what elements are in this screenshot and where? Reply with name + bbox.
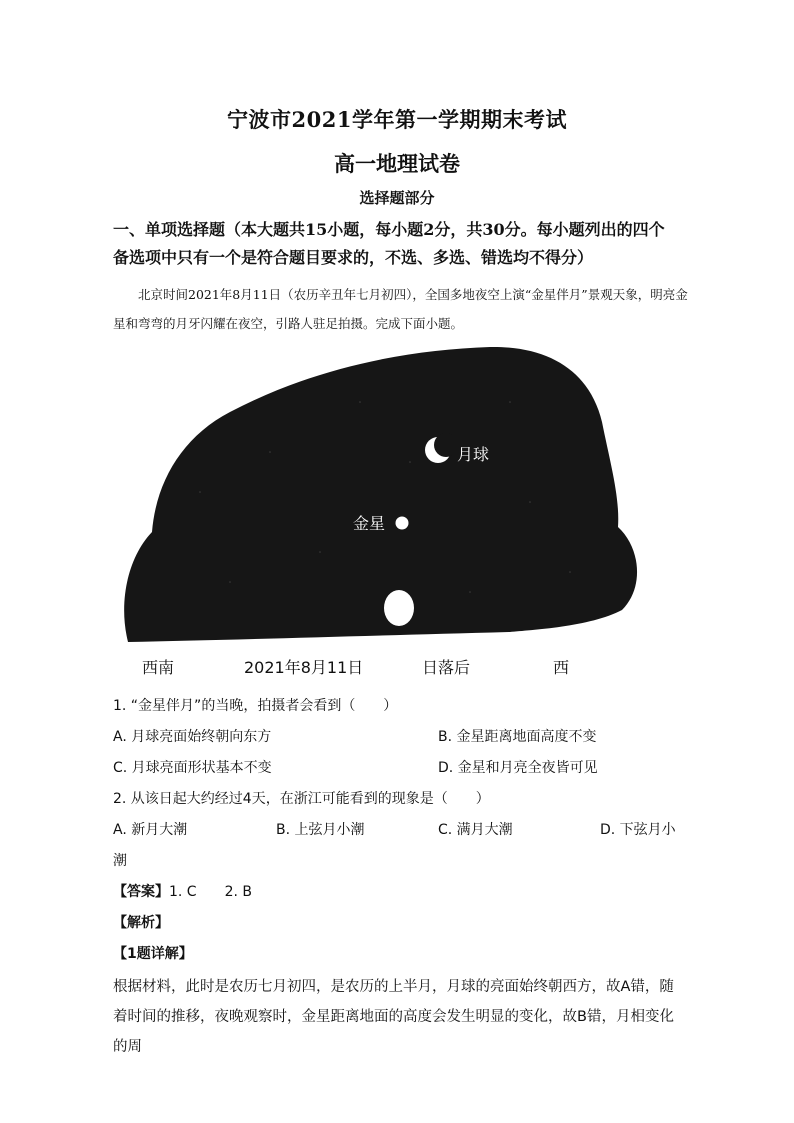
venus-dot-icon [396, 517, 409, 530]
question-2-option-d-wrap: 潮 [113, 853, 127, 869]
caption-direction-left: 西南 [142, 658, 175, 677]
question-1-stem: 1. “金星伴月”的当晚，拍摄者会看到（ ） [113, 698, 398, 714]
venus-moon-figure [110, 342, 640, 687]
light-glare [384, 590, 414, 626]
answer-line [113, 882, 252, 902]
question-2-option-b: B. 上弦月小潮 [276, 822, 365, 838]
question-1-option-d: D. 金星和月亮全夜皆可见 [438, 760, 598, 776]
answer-2: 2. B [224, 884, 253, 900]
answer-1: 1. C [169, 884, 197, 900]
exam-subtitle: 高一地理试卷 [334, 151, 460, 176]
venus-label: 金星 [353, 514, 386, 533]
question-2-option-d: D. 下弦月小 [600, 822, 676, 838]
night-sky-silhouette [124, 347, 637, 642]
caption-time: 日落后 [422, 658, 471, 677]
question-1-option-a: A. 月球亮面始终朝向东方 [113, 729, 272, 745]
intro-paragraph: 北京时间2021年8月11日（农历辛丑年七月初四），全国多地夜空上演“金星伴月”景观天象，明亮金星和弯弯的月牙闪耀在夜空，引路人驻足拍摄。完成下面小题。 [113, 287, 688, 331]
answer-tag: 【答案】 [113, 884, 169, 900]
caption-date: 2021年8月11日 [244, 658, 364, 677]
caption-direction-right: 西 [553, 658, 570, 677]
question-1-option-b: B. 金星距离地面高度不变 [438, 729, 597, 745]
analysis-tag: 【解析】 [113, 915, 169, 931]
question-2-option-c: C. 满月大潮 [438, 822, 513, 838]
analysis-detail-tag: 【1题详解】 [113, 946, 193, 962]
question-2-option-a: A. 新月大潮 [113, 822, 188, 838]
section-heading-line2: 备选项中只有一个是符合题目要求的，不选、多选、错选均不得分） [113, 248, 594, 267]
question-1-option-c: C. 月球亮面形状基本不变 [113, 760, 272, 776]
question-2-stem: 2. 从该日起大约经过4天，在浙江可能看到的现象是（ ） [113, 791, 490, 807]
moon-label: 月球 [457, 445, 490, 464]
section-heading [113, 216, 693, 272]
analysis-text: 根据材料，此时是农历七月初四，是农历的上半月，月球的亮面始终朝西方，故A错，随着时间的推移，夜晚观察时，金星距离地面的高度会发生明显的变化，故B错，月相变化的周 [113, 979, 674, 1055]
section-heading-line1: 一、单项选择题（本大题共15小题，每小题2分，共30分。每小题列出的四个 [113, 220, 665, 239]
exam-title: 宁波市2021学年第一学期期末考试 [227, 107, 567, 132]
part-title: 选择题部分 [359, 189, 435, 207]
